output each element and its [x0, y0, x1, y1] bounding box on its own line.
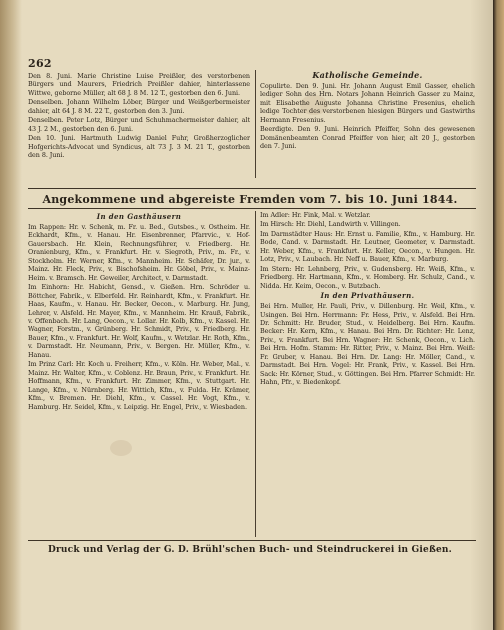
inns-column-right: [260, 211, 475, 537]
entry: Im Einhorn: Hr. Habicht, Gensd., v. Gießen. Hrn. Schröder u. Böttcher, Fabrik., v. Elberfeld. Hr. Reinhardt, Kfm., v. Frankfurt. Hr. Haas, Kaufm., v. Hanau. Hr. Becker, Oecon., v. Marburg. Hr. Jung, Lehrer, v. Alsfeld. Hr. Mayer, Kfm., v. Mannheim. Hr. Krauß, Fabrik., v. Offenbach. Hr. Lang, Oecon., v. Lollar. Hr. Kolb, Kfm., v. Kassel. Hr. Wagner, Forstm., v. Grünberg. Hr. Schmidt, Priv., v. Friedberg. Hr. Bauer, Kfm., v. Frankfurt. Hr. Wolf, Kaufm., v. Wetzlar. Hr. Roth, Kfm., v. Darmstadt. Hr. Neumann, Priv., v. Bergen. Hr. Müller, Kfm., v. Hanau.: [28, 283, 250, 359]
entry: Im Prinz Carl: Hr. Koch u. Freiherr, Kfm., v. Köln. Hr. Weber, Mal., v. Mainz. Hr. Walter, Kfm., v. Coblenz. Hr. Braun, Priv., v. Frankfurt. Hr. Hoffmann, Kfm., v. Frankfurt. Hr. Zimmer, Kfm., v. Stuttgart. Hr. Lange, Kfm., v. Nürnberg. Hr. Wittich, Kfm., v. Fulda. Hr. Krämer, Kfm., v. Bremen. Hr. Diehl, Kfm., v. Cassel. Hr. Vogt, Kfm., v. Hamburg. Hr. Seidel, Kfm., v. Leipzig. Hr. Engel, Priv., v. Wiesbaden.: [28, 360, 250, 411]
entry: Beerdigte. Den 9. Juni. Heinrich Pfeiffer, Sohn des gewesenen Domänenbeamten Conrad Pfeiffer von hier, alt 20 J., gestorben den 7. Juni.: [260, 125, 475, 151]
inns-column: [28, 211, 250, 537]
entry: Im Adler: Hr. Fink, Mal. v. Wetzlar.: [260, 211, 371, 219]
printer-imprint: Druck und Verlag der G. D. Brühl'schen Buch- und Steindruckerei in Gießen.: [47, 545, 453, 555]
catholic-column: [260, 70, 475, 180]
section-rule-bottom: [28, 208, 476, 209]
next-page-edge: [493, 0, 504, 630]
catholic-heading: Katholische Gemeinde.: [312, 70, 423, 80]
entry: Im Hirsch: Hr. Diehl, Landwirth v. Villingen.: [260, 220, 401, 229]
entry: Im Rappen: Hr. v. Schenk, m. Fr. u. Bed., Gutsbes., v. Ostheim. Hr. Eckhardt, Kfm., v. Hanau. Hr. Eisenbrenner, Pfarrvic., v. Hof-Gauersbach. Hr. Klein, Rechnungsführer, v. Friedberg. Hr. Oranienburg, Kfm., v. Frankfurt. Hr. v. Siegroth, Priv., m. Fr., v. Stockholm. Hr. Werner, Kfm., v. Mannheim. Hr. Schäfer, Dr. jur., v. Mainz. Hr. Fleck, Priv., v. Bischofsheim. Hr. Göbel, Priv., v. Mainz-Heim. v. Bramsch. Hr. Geweiler, Architect, v. Darmstadt.: [28, 223, 250, 282]
page-number: 262: [28, 57, 52, 70]
private-houses-heading: In den Privathäusern.: [320, 291, 415, 301]
entry: Denselben. Johann Wilhelm Löber, Bürger und Weißgerbermeister dahier, alt 64 J. 8 M. 22 T., gestorben den 3. Juni.: [28, 98, 250, 115]
column-divider: [255, 70, 256, 178]
entry: Bei Hrn. Muller, Hr. Pauli, Priv., v. Dillenburg. Hr. Weil, Kfm., v. Usingen. Bei Hrn. Herrmann: Fr. Hess, Priv., v. Alsfeld. Bei Hrn. Dr. Schmitt: Hr. Bruder, Stud., v. Heidelberg. Bei Hrn. Kaufm. Becker: Hr. Kern, Kfm., v. Hanau. Bei Hrn. Dr. Richter: Hr. Lenz, Priv., v. Frankfurt. Bei Hrn. Wagner: Hr. Schenk, Oecon., v. Lich. Bei Hrn. Hofm. Stamm: Hr. Ritter, Priv., v. Mainz. Bei Hrn. Weiß: Fr. Gruber, v. Hanau. Bei Hrn. Dr. Lang: Hr. Möller, Cand., v. Darmstadt. Bei Hrn. Vogel: Hr. Frank, Priv., v. Kassel. Bei Hrn. Sack: Hr. Körner, Stud., v. Göttingen. Bei Hrn. Pfarrer Schmidt: Hr. Hahn, Pfr., v. Biedenkopf.: [260, 302, 475, 387]
entry: Den 10. Juni. Hartmuth Ludwig Daniel Fuhr, Großherzoglicher Hofgerichts-Advocat und Syndicus, alt 73 J. 3 M. 21 T., gestorben den 8. Juni.: [28, 134, 250, 160]
entry: Im Darmstädter Haus: Hr. Ernst u. Familie, Kfm., v. Hamburg. Hr. Bode, Cand. v. Darmstadt. Hr. Leutner, Geometer, v. Darmstadt. Hr. Weber, Kfm., v. Frankfurt. Hr. Keller, Oecon., v. Hungen. Hr. Lotz, Priv., v. Laubach. Hr. Neff u. Bauer, Kfm., v. Marburg.: [260, 229, 475, 264]
section-title: Angekommene und abgereiste Fremden vom 7. bis 10. Juni 1844.: [42, 193, 458, 206]
footer-rule: [28, 540, 476, 541]
book-spine-shadow: [0, 0, 22, 630]
column-divider: [255, 211, 256, 537]
deaths-column: [28, 72, 250, 178]
entry: Denselben. Peter Lotz, Bürger und Schuhmachermeister dahier, alt 43 J. 2 M., gestorben den 6. Juni.: [28, 116, 250, 133]
inns-heading: In den Gasthäusern: [96, 212, 182, 221]
section-rule-top: [28, 188, 476, 189]
entry: Den 8. Juni. Marie Christine Luise Preißler, des verstorbenen Bürgers und Maurers, Friedrich Preißler dahier, hinterlassene Wittwe, geborne Müller, alt 68 J. 8 M. 12 T., gestorben den 6. Juni.: [28, 72, 250, 97]
entry: Copulirte. Den 9. Juni. Hr. Johann August Emil Gasser, ehelich lediger Sohn des Hrn. Notars Johann Heinrich Gasser zu Mainz, mit Elisabethe Auguste Johanna Christine Fresenius, ehelich ledige Tochter des verstorbenen hiesigen Bürgers und Gastwirths Hermann Fresenius.: [260, 82, 475, 124]
entry: Im Stern: Hr. Lehnberg, Priv., v. Gudensberg. Hr. Weiß, Kfm., v. Friedberg. Hr. Hartmann, Kfm., v. Homberg. Hr. Schulz, Cand., v. Nidda. Hr. Keim, Oecon., v. Butzbach.: [260, 264, 475, 290]
